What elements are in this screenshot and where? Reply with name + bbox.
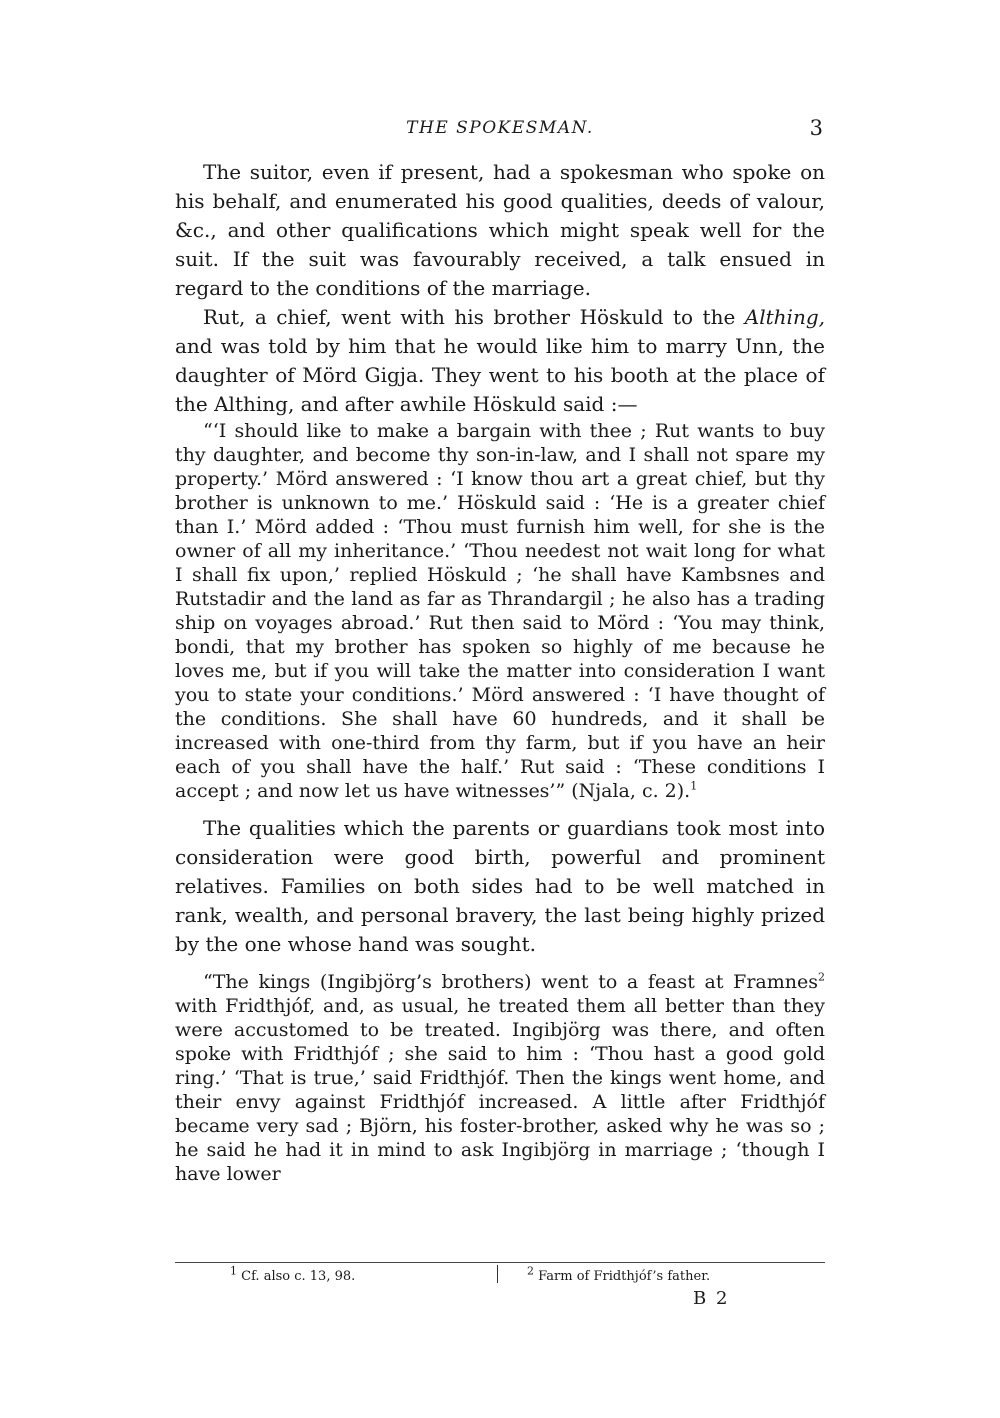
quote-fridthjof [175,970,825,1186]
body-text [175,158,825,1186]
footnote-2-mark: 2 [527,1264,534,1278]
paragraph-rut-text-b: and was told by him that he would like him to marry Unn, the daughter of Mörd Gigja. They went to his booth at the place of the Althing, and after awhile Höskuld said :— [175,334,825,416]
footnote-1-mark: 1 [230,1264,237,1278]
quote-njala-text: “‘I should like to make a bargain with thee ; Rut wants to buy thy daughter, and become thy son-in-law, and I shall not spare my property.’ Mörd answered : ‘I know thou art a great chief, but thy brother is unknown to me.’ Höskuld said : ‘He is a greater chief than I.’ Mörd added : ‘Thou must furnish him well, for she is the owner of all my inheritance.’ ‘Thou needest not wait long for what I shall fix upon,’ replied Höskuld ; ‘he shall have Kambsnes and Rutstadir and the land as far as Thrandargil ; he also has a trading ship on voyages abroad.’ Rut then said to Mörd : ‘You may think, bondi, that my brother has spoken so highly of me because he loves me, but if you will take the matter into consideration I want you to state your conditions.’ Mörd answered : ‘I have thought of the conditions. She shall have 60 hundreds, and it shall be increased with one-third from thy farm, but if you have an heir each of you shall have the half.’ Rut said : ‘These conditions I accept ; and now let us have witnesses’” (Njala, c. 2). [175,420,825,802]
paragraph-qualities: The qualities which the parents or guardians took most into consideration were good birth, powerful and prominent relatives. Families on both sides had to be well matched in rank, wealth, and personal bravery, the last being highly prized by the one whose hand was sought. [175,816,825,956]
footnote-2-text: Farm of Fridthjóf’s father. [538,1269,711,1284]
page-header [175,118,825,144]
footnote-1-text: Cf. also c. 13, 98. [241,1269,356,1284]
althing-italic: Althing, [744,305,825,329]
quote-fridthjof-text-b: with Fridthjóf, and, as usual, he treated them all better than they were accustomed to be treated. Ingibjörg was there, and often spoke with Fridthjóf ; she said to him : ‘Thou hast a good gold ring.’ ‘That is true,’ said Fridthjóf. Then the kings went home, and their envy against Fridthjóf increased. A little after Fridthjóf became very sad ; Björn, his foster-brother, asked why he was so ; he said he had it in mind to ask Ingibjörg in marriage ; ‘though I have lower [175,995,825,1185]
footnote-1 [230,1264,356,1284]
quote-njala [175,419,825,803]
paragraph-rut-text-a: Rut, a chief, went with his brother Höskuld to the [203,305,745,329]
footnote-divider [497,1265,498,1283]
footnote-ref-2: 2 [818,970,825,984]
paragraph-rut [175,303,825,419]
page-number: 3 [809,116,823,140]
quote-fridthjof-text-a: “The kings (Ingibjörg’s brothers) went to a feast at Framnes [203,971,818,993]
running-title: THE SPOKESMAN. [406,118,594,138]
paragraph-suitor: The suitor, even if present, had a spokesman who spoke on his behalf, and enumerated his good qualities, deeds of valour, &c., and other qualifications which might speak well for the suit. If the suit was favourably received, a talk ensued in regard to the conditions of the marriage. [175,160,825,300]
signature-mark: B 2 [693,1288,730,1309]
footnote-ref-1: 1 [690,779,698,793]
footnote-2 [527,1264,711,1284]
